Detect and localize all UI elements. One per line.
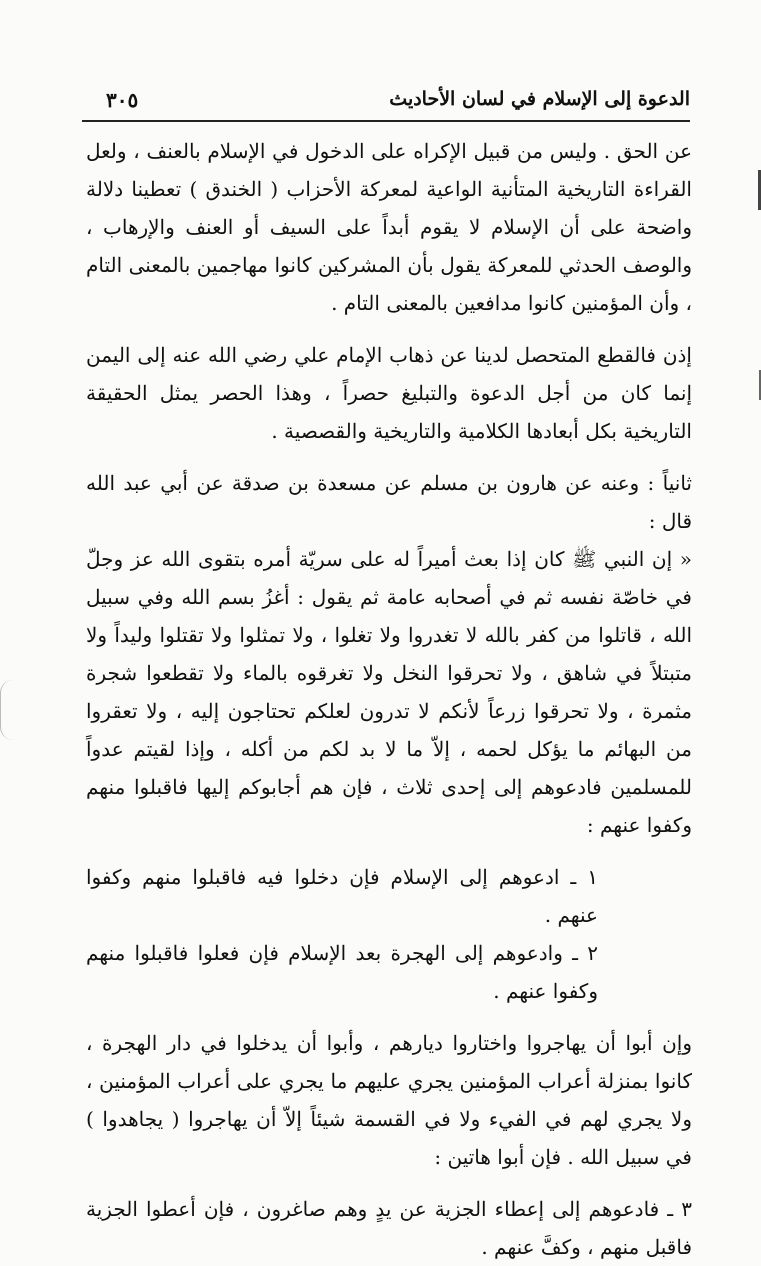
list-item-1: ١ ـ ادعوهم إلى الإسلام فإن دخلوا فيه فاقبلوا منهم وكفوا عنهم . bbox=[86, 865, 598, 927]
paragraph-5: ٣ ـ فادعوهم إلى إعطاء الجزية عن يدٍ وهم صاغرون ، فإن أعطوا الجزية فاقبل منهم ، وكفَّ عنهم . bbox=[86, 1197, 692, 1259]
page-header bbox=[78, 78, 690, 118]
paragraph-4: وإن أبوا أن يهاجروا واختاروا ديارهم ، وأبوا أن يدخلوا في دار الهجرة ، كانوا بمنزلة أعراب المؤمنين يجري عليهم ما يجري على أعراب المؤمنين ، ولا يجري لهم في الفيء ولا في القسمة شيئاً إلاّ أن يهاجروا ( يجاهدوا ) في سبيل الله . فإن أبوا هاتين : bbox=[86, 1031, 692, 1169]
paragraph-3: ثانياً : وعنه عن هارون بن مسلم عن مسعدة بن صدقة عن أبي عبد الله قال : bbox=[86, 471, 692, 533]
paragraph-1: عن الحق . وليس من قبيل الإكراه على الدخول في الإسلام بالعنف ، ولعل القراءة التاريخية المتأنية الواعية لمعركة الأحزاب ( الخندق ) تعطينا دلالة واضحة على أن الإسلام لا يقوم أبداً على السيف أو العنف والإرهاب ، والوصف الحدثي للمعركة يقول بأن المشركين كانوا مهاجمين بالمعنى التام ، وأن المؤمنين كانوا مدافعين بالمعنى التام . bbox=[86, 139, 692, 315]
list-item-2: ٢ ـ وادعوهم إلى الهجرة بعد الإسلام فإن فعلوا فاقبلوا منهم وكفوا عنهم . bbox=[86, 941, 598, 1003]
page-number: ٣٠٥ bbox=[106, 88, 139, 112]
hadith-quote: « إن النبي ﷺ كان إذا بعث أميراً له على سريّة أمره بتقوى الله عز وجلّ في خاصّة نفسه ثم في أصحابه عامة ثم يقول : أغزُ بسم الله وفي سبيل الله ، قاتلوا من كفر بالله لا تغدروا ولا تغلوا ، ولا تمثلوا ولا تقتلوا وليداً ولا متبتلاً في شاهق ، ولا تحرقوا النخل ولا تغرقوه بالماء ولا تقطعوا شجرة مثمرة ، ولا تحرقوا زرعاً لأنكم لا تدرون لعلكم تحتاجون إليه ، ولا تعقروا من البهائم ما يؤكل لحمه ، إلاّ ما لا بد لكم من أكله ، وإذا لقيتم عدواً للمسلمين فادعوهم إلى إحدى ثلاث ، فإن هم أجابوكم إليها فاقبلوا منهم وكفوا عنهم : bbox=[86, 547, 692, 837]
page-body bbox=[86, 132, 692, 1266]
scan-artifact bbox=[0, 680, 13, 740]
running-title: الدعوة إلى الإسلام في لسان الأحاديث bbox=[389, 88, 690, 110]
paragraph-2: إذن فالقطع المتحصل لدينا عن ذهاب الإمام علي رضي الله عنه إلى اليمن إنما كان من أجل الدعوة والتبليغ حصراً ، وهذا الحصر يمثل الحقيقة التاريخية بكل أبعادها الكلامية والتاريخية والقصصية . bbox=[86, 343, 692, 443]
header-divider bbox=[82, 120, 690, 122]
